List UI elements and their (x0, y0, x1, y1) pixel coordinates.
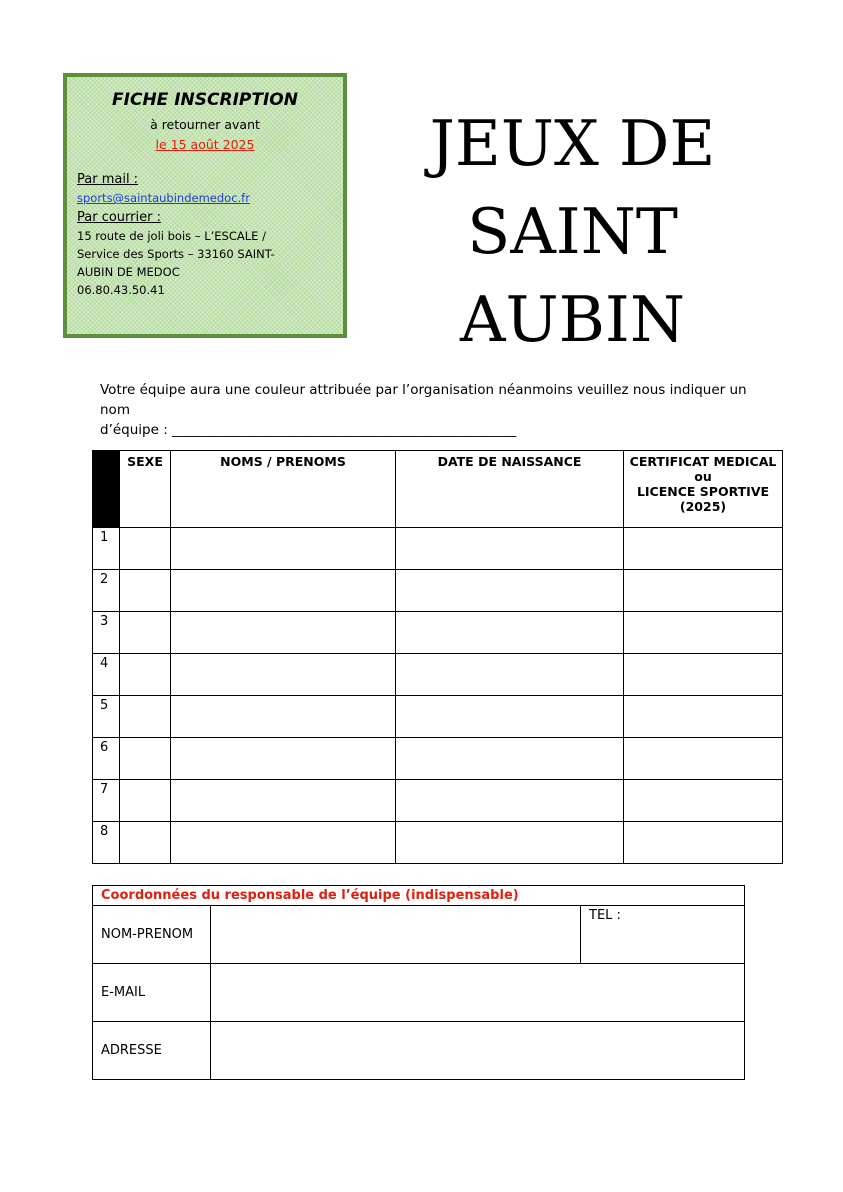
table-row (93, 612, 783, 654)
address-line-1: 15 route de joli bois – L’ESCALE / (77, 229, 266, 244)
address-row (93, 1022, 745, 1080)
row-number: 6 (93, 738, 120, 780)
cert-line-1: CERTIFICAT MEDICAL (629, 454, 777, 469)
sexe-cell[interactable] (120, 780, 171, 822)
header-naissance: DATE DE NAISSANCE (396, 451, 624, 528)
page-title (400, 100, 745, 364)
sexe-cell[interactable] (120, 738, 171, 780)
tel-field[interactable] (581, 906, 745, 964)
name-label: NOM-PRENOM (93, 906, 211, 964)
registration-info-box (63, 73, 347, 338)
birthdate-cell[interactable] (396, 570, 624, 612)
header-certificat (624, 451, 783, 528)
box-title: FICHE INSCRIPTION (112, 90, 298, 110)
team-name-instructions (100, 380, 760, 440)
responsible-heading: Coordonnées du responsable de l’équipe (indispensable) (93, 886, 745, 906)
birthdate-cell[interactable] (396, 654, 624, 696)
address-line-3: AUBIN DE MEDOC (77, 264, 180, 279)
birthdate-cell[interactable] (396, 738, 624, 780)
row-number: 8 (93, 822, 120, 864)
title-line-1: JEUX DE (429, 107, 716, 180)
cert-line-4: (2025) (679, 499, 727, 514)
row-number: 7 (93, 780, 120, 822)
title-line-2: SAINT (467, 195, 678, 268)
certificate-cell[interactable] (624, 696, 783, 738)
address-label: ADRESSE (93, 1022, 211, 1080)
certificate-cell[interactable] (624, 654, 783, 696)
email-row (93, 964, 745, 1022)
cert-line-2: ou (694, 469, 712, 484)
email-field[interactable] (211, 964, 745, 1022)
sexe-cell[interactable] (120, 822, 171, 864)
box-subtitle: à retourner avant (150, 117, 260, 133)
table-row (93, 738, 783, 780)
table-row (93, 822, 783, 864)
title-line-3: AUBIN (460, 283, 685, 356)
responsible-heading-row (93, 886, 745, 906)
deadline-date: le 15 août 2025 (155, 136, 255, 152)
birthdate-cell[interactable] (396, 822, 624, 864)
name-cell[interactable] (171, 780, 396, 822)
name-cell[interactable] (171, 738, 396, 780)
header-dark-cell (93, 451, 120, 528)
table-row (93, 528, 783, 570)
birthdate-cell[interactable] (396, 528, 624, 570)
intro-line-1: Votre équipe aura une couleur attribuée par l’organisation néanmoins veuillez nous indiquer un nom (100, 382, 747, 418)
certificate-cell[interactable] (624, 528, 783, 570)
sexe-cell[interactable] (120, 570, 171, 612)
responsible-contact-table (92, 885, 745, 1080)
table-row (93, 780, 783, 822)
header-sexe: SEXE (120, 451, 171, 528)
tel-label: TEL : (589, 908, 621, 923)
name-field[interactable] (211, 906, 581, 964)
row-number: 1 (93, 528, 120, 570)
sexe-cell[interactable] (120, 528, 171, 570)
certificate-cell[interactable] (624, 612, 783, 654)
table-header-row (93, 451, 783, 528)
sexe-cell[interactable] (120, 612, 171, 654)
row-number: 3 (93, 612, 120, 654)
certificate-cell[interactable] (624, 570, 783, 612)
name-cell[interactable] (171, 822, 396, 864)
name-cell[interactable] (171, 612, 396, 654)
certificate-cell[interactable] (624, 780, 783, 822)
birthdate-cell[interactable] (396, 696, 624, 738)
name-cell[interactable] (171, 570, 396, 612)
mail-label: Par mail : (77, 172, 139, 188)
header-noms: NOMS / PRENOMS (171, 451, 396, 528)
table-row (93, 654, 783, 696)
phone-number: 06.80.43.50.41 (77, 282, 165, 297)
name-cell[interactable] (171, 654, 396, 696)
birthdate-cell[interactable] (396, 612, 624, 654)
name-cell[interactable] (171, 696, 396, 738)
certificate-cell[interactable] (624, 738, 783, 780)
address-line-2: Service des Sports – 33160 SAINT- (77, 247, 275, 261)
table-row (93, 570, 783, 612)
mail-link[interactable]: sports@saintaubindemedoc.fr (77, 191, 250, 206)
address-field[interactable] (211, 1022, 745, 1080)
post-label: Par courrier : (77, 210, 161, 226)
sexe-cell[interactable] (120, 696, 171, 738)
cert-line-3: LICENCE SPORTIVE (636, 484, 770, 499)
email-label: E-MAIL (93, 964, 211, 1022)
sexe-cell[interactable] (120, 654, 171, 696)
table-row (93, 696, 783, 738)
team-members-table (92, 450, 783, 864)
name-row (93, 906, 745, 964)
certificate-cell[interactable] (624, 822, 783, 864)
name-cell[interactable] (171, 528, 396, 570)
row-number: 2 (93, 570, 120, 612)
row-number: 5 (93, 696, 120, 738)
row-number: 4 (93, 654, 120, 696)
birthdate-cell[interactable] (396, 780, 624, 822)
intro-line-2[interactable]: d’équipe : ___________________________________________________ (100, 422, 517, 438)
